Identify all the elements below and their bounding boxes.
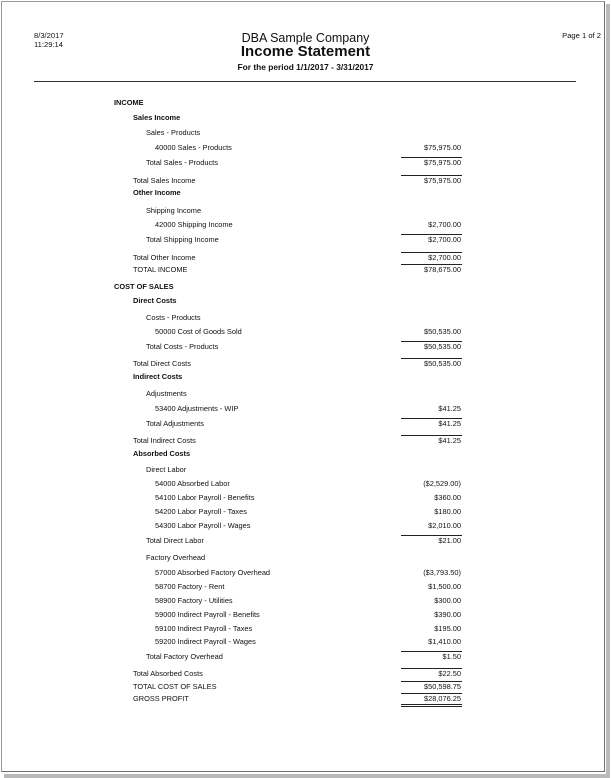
row-label: Direct Costs xyxy=(133,296,177,305)
subtotal-rule xyxy=(401,175,462,176)
subtotal-rule xyxy=(401,668,462,669)
statement-row xyxy=(0,296,611,306)
row-amount: ($3,793.50) xyxy=(423,568,461,577)
statement-row xyxy=(0,479,611,489)
row-label: Direct Labor xyxy=(146,465,187,474)
row-amount: $41.25 xyxy=(438,404,461,413)
statement-row xyxy=(0,389,611,399)
statement-row xyxy=(0,637,611,647)
subtotal-rule xyxy=(401,535,462,536)
row-amount: $2,700.00 xyxy=(428,220,461,229)
row-amount: $195.00 xyxy=(434,624,461,633)
row-amount: $2,010.00 xyxy=(428,521,461,530)
statement-row xyxy=(0,372,611,382)
row-label: 57000 Absorbed Factory Overhead xyxy=(155,568,271,577)
statement-row xyxy=(0,624,611,634)
statement-row xyxy=(0,652,611,662)
statement-row xyxy=(0,669,611,679)
subtotal-rule xyxy=(401,418,462,419)
subtotal-rule xyxy=(401,234,462,235)
row-label: Total Costs - Products xyxy=(146,342,219,351)
page-number: Page 1 of 2 xyxy=(562,31,601,40)
statement-row xyxy=(0,553,611,563)
report-period: For the period 1/1/2017 - 3/31/2017 xyxy=(237,62,374,72)
statement-row xyxy=(0,449,611,459)
row-label: 59200 Indirect Payroll - Wages xyxy=(155,637,256,646)
row-amount: $41.25 xyxy=(438,419,461,428)
print-time: 11:29:14 xyxy=(34,40,63,49)
row-label: Factory Overhead xyxy=(146,553,206,562)
statement-row xyxy=(0,694,611,704)
row-amount: $300.00 xyxy=(434,596,461,605)
statement-row xyxy=(0,465,611,475)
double-underline xyxy=(401,706,462,707)
company-name: DBA Sample Company xyxy=(241,31,370,45)
row-amount: $50,535.00 xyxy=(424,327,461,336)
row-label: Costs - Products xyxy=(146,313,201,322)
statement-row xyxy=(0,404,611,414)
statement-row xyxy=(0,582,611,592)
statement-row xyxy=(0,265,611,275)
row-label: Total Indirect Costs xyxy=(133,436,196,445)
row-label: Total Other Income xyxy=(133,253,196,262)
row-amount: $2,700.00 xyxy=(428,235,461,244)
row-label: 58900 Factory - Utilities xyxy=(155,596,233,605)
row-label: INCOME xyxy=(114,98,144,107)
subtotal-rule xyxy=(401,252,462,253)
statement-row xyxy=(0,282,611,292)
statement-row xyxy=(0,596,611,606)
row-label: Total Direct Costs xyxy=(133,359,191,368)
statement-row xyxy=(0,158,611,168)
row-label: 53400 Adjustments - WIP xyxy=(155,404,239,413)
row-amount: $360.00 xyxy=(434,493,461,502)
row-label: 54100 Labor Payroll - Benefits xyxy=(155,493,255,502)
subtotal-rule xyxy=(401,157,462,158)
subtotal-rule xyxy=(401,681,462,682)
row-amount: $75,975.00 xyxy=(424,143,461,152)
statement-row xyxy=(0,188,611,198)
row-amount: $75,975.00 xyxy=(424,176,461,185)
row-amount: $390.00 xyxy=(434,610,461,619)
row-amount: $22.50 xyxy=(438,669,461,678)
row-amount: $180.00 xyxy=(434,507,461,516)
statement-row xyxy=(0,113,611,123)
row-label: Sales - Products xyxy=(146,128,201,137)
subtotal-rule xyxy=(401,264,462,265)
row-label: Total Sales - Products xyxy=(146,158,218,167)
subtotal-rule xyxy=(401,358,462,359)
row-label: Other Income xyxy=(133,188,181,197)
statement-row xyxy=(0,235,611,245)
row-label: 58700 Factory - Rent xyxy=(155,582,225,591)
row-amount: $21.00 xyxy=(438,536,461,545)
row-amount: $41.25 xyxy=(438,436,461,445)
row-label: Total Absorbed Costs xyxy=(133,669,203,678)
statement-row xyxy=(0,253,611,263)
row-amount: $75,975.00 xyxy=(424,158,461,167)
row-label: 54000 Absorbed Labor xyxy=(155,479,230,488)
statement-row xyxy=(0,327,611,337)
row-amount: $50,535.00 xyxy=(424,342,461,351)
row-amount: $50,535.00 xyxy=(424,359,461,368)
row-label: Total Adjustments xyxy=(146,419,204,428)
row-label: Total Sales Income xyxy=(133,176,196,185)
report-title: Income Statement xyxy=(240,43,371,60)
statement-row xyxy=(0,568,611,578)
row-label: Total Shipping Income xyxy=(146,235,219,244)
row-label: 59000 Indirect Payroll - Benefits xyxy=(155,610,260,619)
statement-row xyxy=(0,98,611,108)
statement-row xyxy=(0,143,611,153)
row-label: TOTAL INCOME xyxy=(133,265,188,274)
subtotal-rule xyxy=(401,693,462,694)
print-date: 8/3/2017 xyxy=(34,31,64,40)
row-label: Total Direct Labor xyxy=(146,536,204,545)
statement-row xyxy=(0,359,611,369)
row-label: TOTAL COST OF SALES xyxy=(133,682,217,691)
row-amount: $2,700.00 xyxy=(428,253,461,262)
header-rule xyxy=(34,81,576,82)
double-underline xyxy=(401,704,462,705)
row-label: Sales Income xyxy=(133,113,181,122)
statement-row xyxy=(0,342,611,352)
row-amount: $78,675.00 xyxy=(424,265,461,274)
row-label: Adjustments xyxy=(146,389,187,398)
row-label: Absorbed Costs xyxy=(133,449,191,458)
statement-row xyxy=(0,493,611,503)
statement-row xyxy=(0,176,611,186)
row-label: Indirect Costs xyxy=(133,372,183,381)
subtotal-rule xyxy=(401,341,462,342)
row-label: 40000 Sales - Products xyxy=(155,143,232,152)
statement-row xyxy=(0,521,611,531)
row-amount: $1.50 xyxy=(442,652,461,661)
statement-row xyxy=(0,682,611,692)
statement-row xyxy=(0,313,611,323)
row-label: Total Factory Overhead xyxy=(146,652,223,661)
statement-row xyxy=(0,206,611,216)
row-amount: $1,410.00 xyxy=(428,637,461,646)
statement-row xyxy=(0,610,611,620)
statement-row xyxy=(0,220,611,230)
row-amount: ($2,529.00) xyxy=(423,479,461,488)
row-label: 54200 Labor Payroll - Taxes xyxy=(155,507,247,516)
row-label: 54300 Labor Payroll - Wages xyxy=(155,521,251,530)
row-label: Shipping Income xyxy=(146,206,202,215)
statement-row xyxy=(0,536,611,546)
statement-row xyxy=(0,436,611,446)
row-amount: $50,598.75 xyxy=(424,682,461,691)
statement-row xyxy=(0,128,611,138)
row-label: GROSS PROFIT xyxy=(133,694,189,703)
statement-row xyxy=(0,419,611,429)
statement-row xyxy=(0,507,611,517)
row-label: COST OF SALES xyxy=(114,282,174,291)
row-label: 50000 Cost of Goods Sold xyxy=(155,327,242,336)
subtotal-rule xyxy=(401,435,462,436)
row-amount: $28,076.25 xyxy=(424,694,461,703)
subtotal-rule xyxy=(401,651,462,652)
row-label: 59100 Indirect Payroll - Taxes xyxy=(155,624,253,633)
row-amount: $1,500.00 xyxy=(428,582,461,591)
page-shadow-bottom xyxy=(4,774,610,778)
row-label: 42000 Shipping Income xyxy=(155,220,233,229)
